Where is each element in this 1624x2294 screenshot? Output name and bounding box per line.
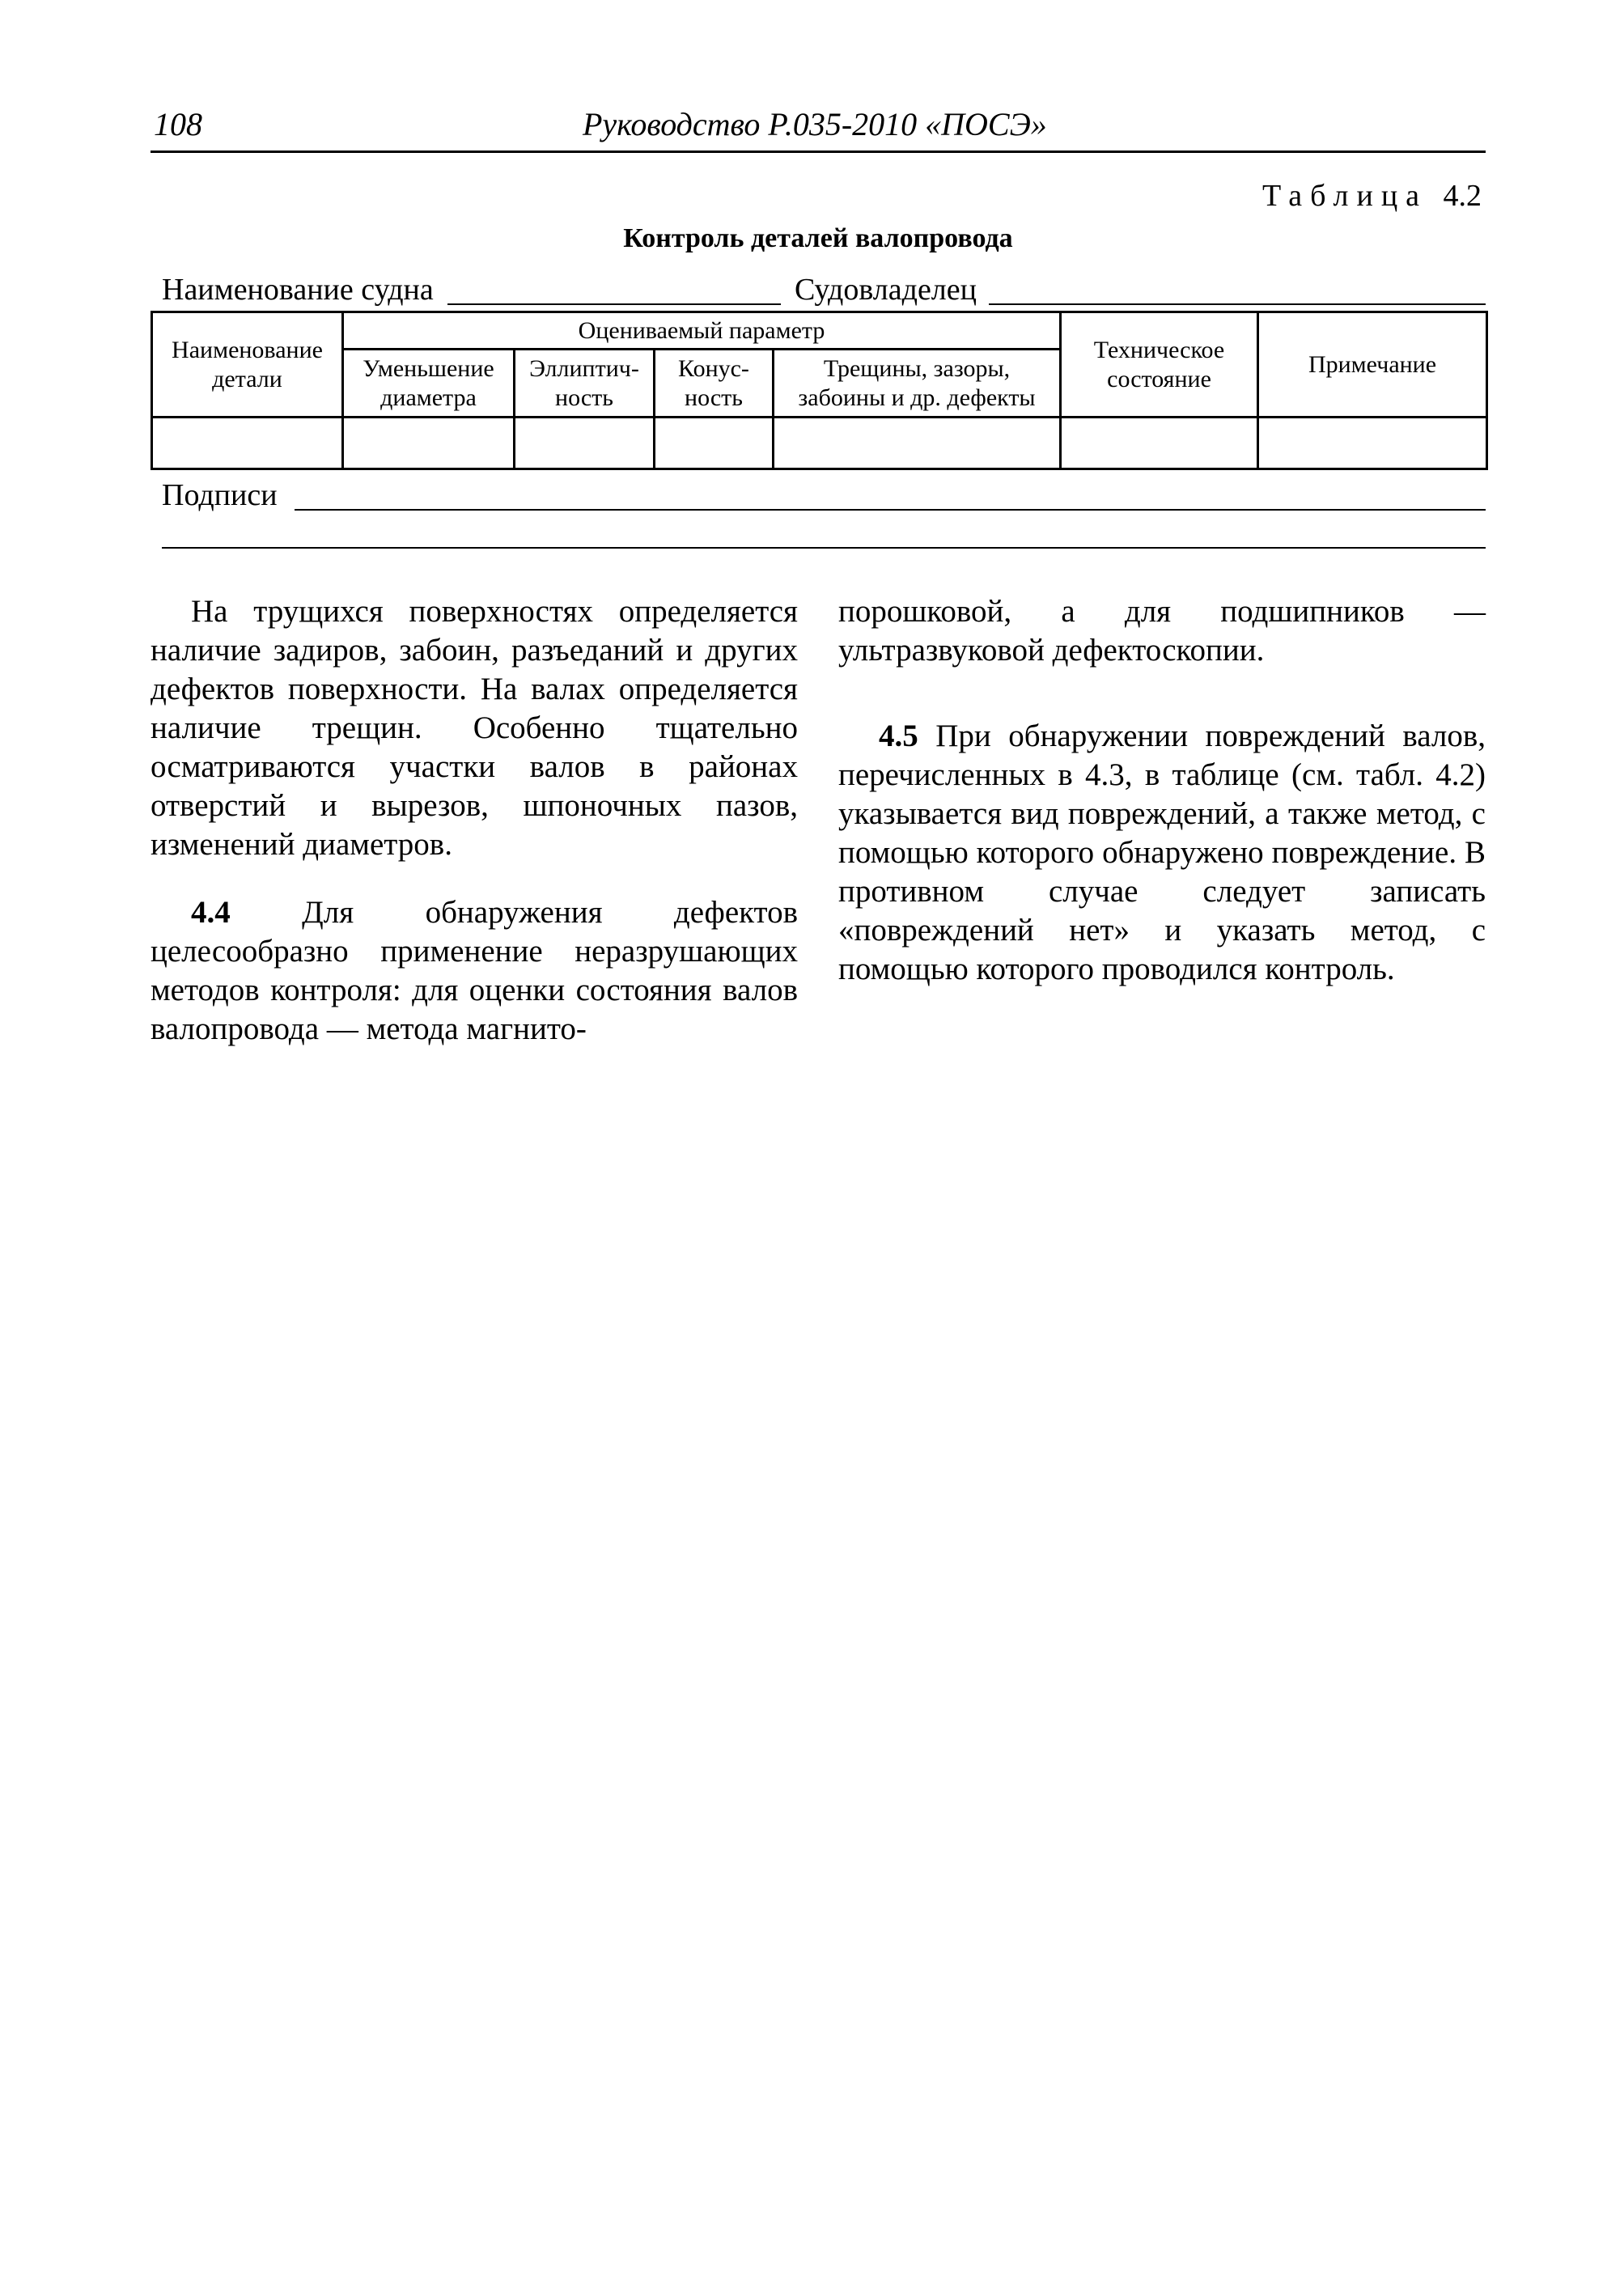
paragraph-continuation: порошковой, а для подшипников — ультразвуковой дефектоскопии. [838,594,1486,668]
col-cracks-defects: Трещины, зазоры, забоины и др. дефекты [774,350,1061,418]
col-diameter-reduction: Уменьшение диаметра [343,350,515,418]
inspection-table [151,311,1488,470]
table-label-number: 4.2 [1443,179,1482,213]
paragraph-4-5 [838,717,1486,989]
paragraph-4-4 [151,893,798,1049]
table-label-word: Таблица [1262,179,1428,213]
col-ellipticity: Эллиптич-ность [515,350,655,418]
paragraph-surfaces: На трущихся поверхностях определяется наличие задиров, забоин, разъеданий и других дефектов поверхности. На валах определяется наличие трещин. Особенно тщательно осматриваются участки валов в районах отверстий и вырезов, шпоночных пазов, изменений диаметров. [151,594,798,862]
vessel-fill-line [447,303,781,305]
cell-empty [1061,418,1258,469]
page-number: 108 [154,106,202,142]
paragraph-4-5-text: При обнаружении повреждений валов, перечисленных в 4.3, в таблице (см. табл. 4.2) указывается вид повреждений, а также метод, с помощью которого обнаружено повреждение. В противном случае следует записать «повреждений нет» и указать метод, с помощью которого проводился контроль. [838,719,1486,986]
col-note: Примечание [1258,312,1487,418]
col-technical-condition: Техническое состояние [1061,312,1258,418]
header-rule [151,151,1486,153]
owner-fill-line [989,303,1486,305]
cell-empty [774,418,1061,469]
cell-empty [152,418,343,469]
text-column-left [151,592,798,1049]
cell-empty [655,418,774,469]
signatures-label: Подписи [162,478,278,512]
section-number-4-4: 4.4 [191,895,231,930]
signatures-fill-line [295,509,1486,511]
cell-empty [1258,418,1487,469]
table-label [1262,178,1482,214]
table-title: Контроль деталей валопровода [623,223,1013,253]
cell-empty [515,418,655,469]
owner-label: Судовладелец [795,273,977,307]
running-title: Руководство Р.035-2010 «ПОСЭ» [583,106,1047,142]
table-row-empty [152,418,1487,469]
paragraph-4-4-text: Для обнаружения дефектов целесообразно применение неразрушающих методов контроля: для оценки состояния валов валопровода — метода магнито- [151,895,799,1046]
text-column-right [838,592,1486,989]
cell-empty [343,418,515,469]
vessel-label: Наименование судна [162,273,434,307]
col-conicity: Конус-ность [655,350,774,418]
col-part-name: Наименование детали [152,312,343,418]
col-group-evaluated-parameter: Оцениваемый параметр [343,312,1061,350]
section-number-4-5: 4.5 [879,719,918,753]
signatures-fill-line-2 [162,547,1486,549]
